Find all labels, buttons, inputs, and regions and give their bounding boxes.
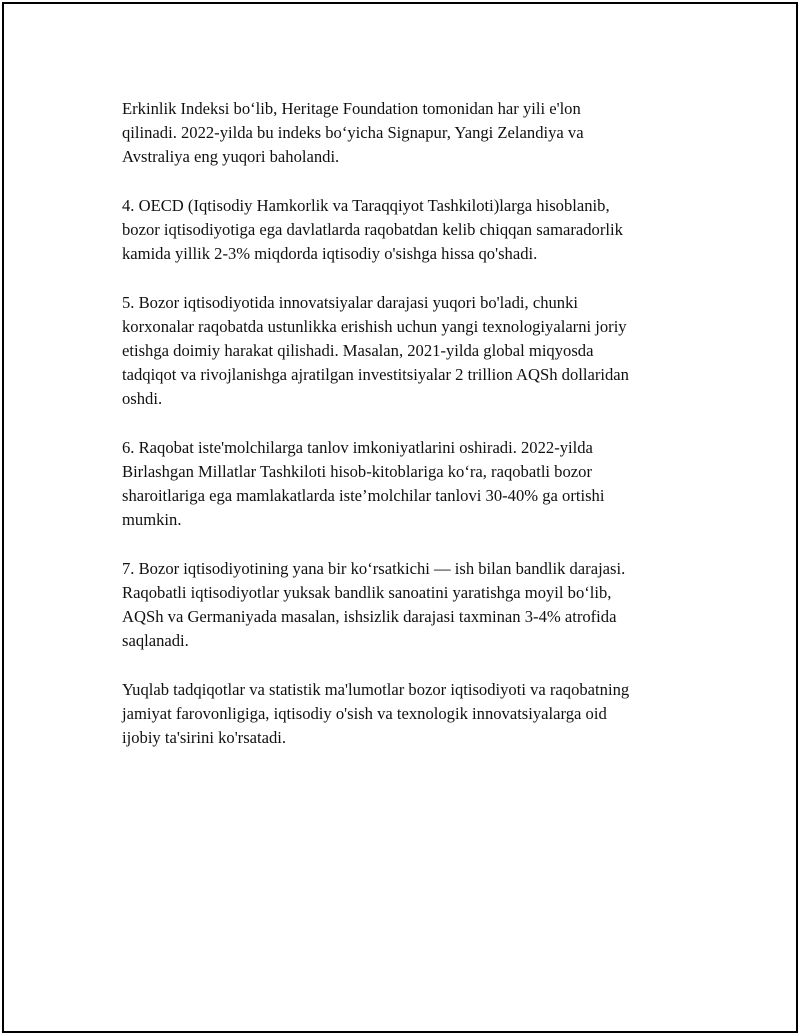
paragraph-point-4 <box>122 194 702 267</box>
document-body <box>122 97 702 775</box>
text-line: korxonalar raqobatda ustunlikka erishish uchun yangi texnologiyalarni joriy <box>122 316 627 336</box>
text-line: AQSh va Germaniyada masalan, ishsizlik darajasi taxminan 3-4% atrofida <box>122 607 617 627</box>
document-page <box>2 2 798 1033</box>
text-line: qilinadi. 2022-yilda bu indeks bo‘yicha Signapur, Yangi Zelandiya va <box>122 123 584 143</box>
text-line: jamiyat farovonligiga, iqtisodiy o'sish va texnologik innovatsiyalarga oid <box>122 704 607 723</box>
text-line: ijobiy ta'sirini ko'rsatadi. <box>122 728 287 748</box>
text-line: Erkinlik Indeksi bo‘lib, Heritage Foundation tomonidan har yili e'lon <box>122 99 581 118</box>
text-line: bozor iqtisodiyotiga ega davlatlarda raqobatdan kelib chiqqan samaradorlik <box>122 220 623 239</box>
text-line: Raqobatli iqtisodiyotlar yuksak bandlik sanoatini yaratishga moyil bo‘lib, <box>122 583 612 602</box>
text-line: Avstraliya eng yuqori baholandi. <box>122 147 340 167</box>
paragraph-intro-continuation <box>122 97 702 170</box>
text-line: 7. Bozor iqtisodiyotining yana bir ko‘rsatkichi — ish bilan bandlik darajasi. <box>122 558 626 578</box>
paragraph-point-6 <box>122 436 702 533</box>
text-line: oshdi. <box>122 389 163 409</box>
paragraph-point-7 <box>122 557 702 654</box>
text-line: tadqiqot va rivojlanishga ajratilgan investitsiyalar 2 trillion AQSh dollaridan <box>122 365 629 385</box>
text-line: 5. Bozor iqtisodiyotida innovatsiyalar darajasi yuqori bo'ladi, chunki <box>122 292 579 312</box>
text-line: 6. Raqobat iste'molchilarga tanlov imkoniyatlarini oshiradi. 2022-yilda <box>122 437 593 457</box>
text-line: kamida yillik 2-3% miqdorda iqtisodiy o'sishga hissa qo'shadi. <box>122 244 538 264</box>
paragraph-conclusion <box>122 678 702 751</box>
text-line: sharoitlariga ega mamlakatlarda iste’molchilar tanlovi 30-40% ga ortishi <box>122 486 605 506</box>
text-line: saqlanadi. <box>122 631 189 651</box>
text-line: mumkin. <box>122 510 182 530</box>
text-line: 4. OECD (Iqtisodiy Hamkorlik va Taraqqiyot Tashkiloti)larga hisoblanib, <box>122 195 610 215</box>
text-line: etishga doimiy harakat qilishadi. Masalan, 2021-yilda global miqyosda <box>122 341 594 360</box>
text-line: Yuqlab tadqiqotlar va statistik ma'lumotlar bozor iqtisodiyoti va raqobatning <box>122 679 630 699</box>
paragraph-point-5 <box>122 291 702 412</box>
text-line: Birlashgan Millatlar Tashkiloti hisob-kitoblariga ko‘ra, raqobatli bozor <box>122 462 592 481</box>
